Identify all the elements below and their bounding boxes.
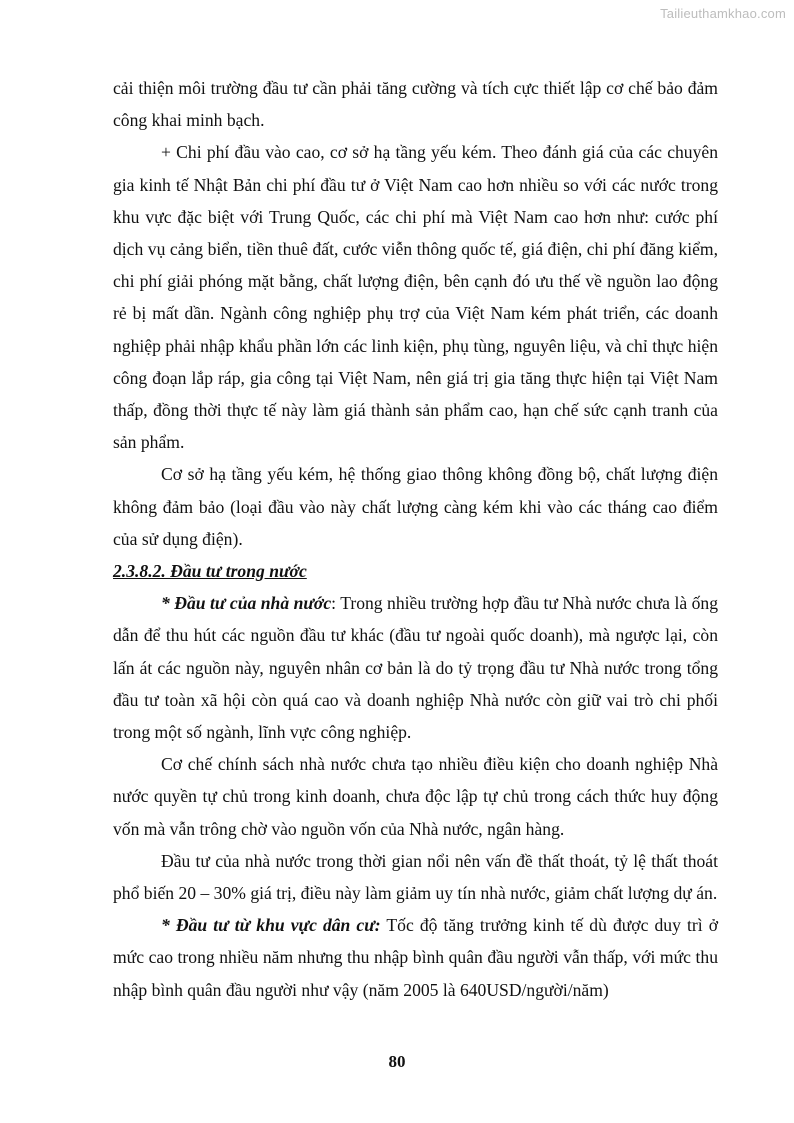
residential-investment-lead: * Đầu tư từ khu vực dân cư: [161,915,381,936]
paragraph-infrastructure: Cơ sở hạ tầng yếu kém, hệ thống giao thông không đồng bộ, chất lượng điện không đảm bảo (loại đầu vào này chất lượng càng kém khi vào các tháng cao điểm của sử dụng điện). [113,464,718,549]
section-heading: 2.3.8.2. Đầu tư trong nước [113,561,307,582]
state-investment-lead: * Đầu tư của nhà nước [161,593,332,614]
residential-investment-text: Tốc độ tăng trưởng kinh tế dù được duy trì ở mức cao trong nhiều năm nhưng thu nhập bình quân đầu người vẫn thấp, với mức thu nhập bình quân đầu người như vậy (năm 2005 là 640USD/người/năm) [113,915,719,1000]
paragraph-residential-investment [113,909,718,1006]
document-body [113,72,718,1006]
page-number: 80 [388,1052,406,1071]
state-investment-text: : Trong nhiều trường hợp đầu tư Nhà nước chưa là ống dẫn để thu hút các nguồn đầu tư khác (đầu tư ngoài quốc doanh), mà ngược lại, còn lấn át các nguồn này, nguyên nhân cơ bản là do tỷ trọng đầu tư Nhà nước trong tổng đầu tư toàn xã hội còn quá cao và doanh nghiệp Nhà nước còn giữ vai trò chi phối trong một số ngành, lĩnh vực công nghiệp. [113,593,718,743]
paragraph-input-costs: + Chi phí đầu vào cao, cơ sở hạ tầng yếu kém. Theo đánh giá của các chuyên gia kinh tế Nhật Bản chi phí đầu tư ở Việt Nam cao hơn nhiều so với các nước trong khu vực đặc biệt với Trung Quốc, các chi phí mà Việt Nam cao hơn như: cước phí dịch vụ cảng biển, tiền thuê đất, cước viễn thông quốc tế, giá điện, chi phí đăng kiểm, chi phí giải phóng mặt bằng, chất lượng điện, bên cạnh đó ưu thế về nguồn lao động rẻ bị mất dần. Ngành công nghiệp phụ trợ của Việt Nam kém phát triển, các doanh nghiệp phải nhập khẩu phần lớn các linh kiện, phụ tùng, nguyên liệu, và chỉ thực hiện công đoạn lắp ráp, gia công tại Việt Nam, nên giá trị gia tăng thực hiện tại Việt Nam thấp, đồng thời thực tế này làm giá thành sản phẩm cao, hạn chế sức cạnh tranh của sản phẩm. [113,142,718,453]
paragraph-losses: Đầu tư của nhà nước trong thời gian nổi nên vấn đề thất thoát, tỷ lệ thất thoát phổ biến 20 – 30% giá trị, điều này làm giảm uy tín nhà nước, giảm chất lượng dự án. [113,850,718,904]
paragraph-policy-mechanism: Cơ chế chính sách nhà nước chưa tạo nhiều điều kiện cho doanh nghiệp Nhà nước quyền tự chủ trong kinh doanh, chưa độc lập tự chủ trong cách thức huy động vốn mà vẫn trông chờ vào nguồn vốn của Nhà nước, ngân hàng. [113,754,718,839]
paragraph-state-investment [113,587,718,748]
paragraph-continuation: cải thiện môi trường đầu tư cần phải tăng cường và tích cực thiết lập cơ chế bảo đảm công khai minh bạch. [113,78,718,131]
watermark: Tailieuthamkhao.com [660,6,786,21]
